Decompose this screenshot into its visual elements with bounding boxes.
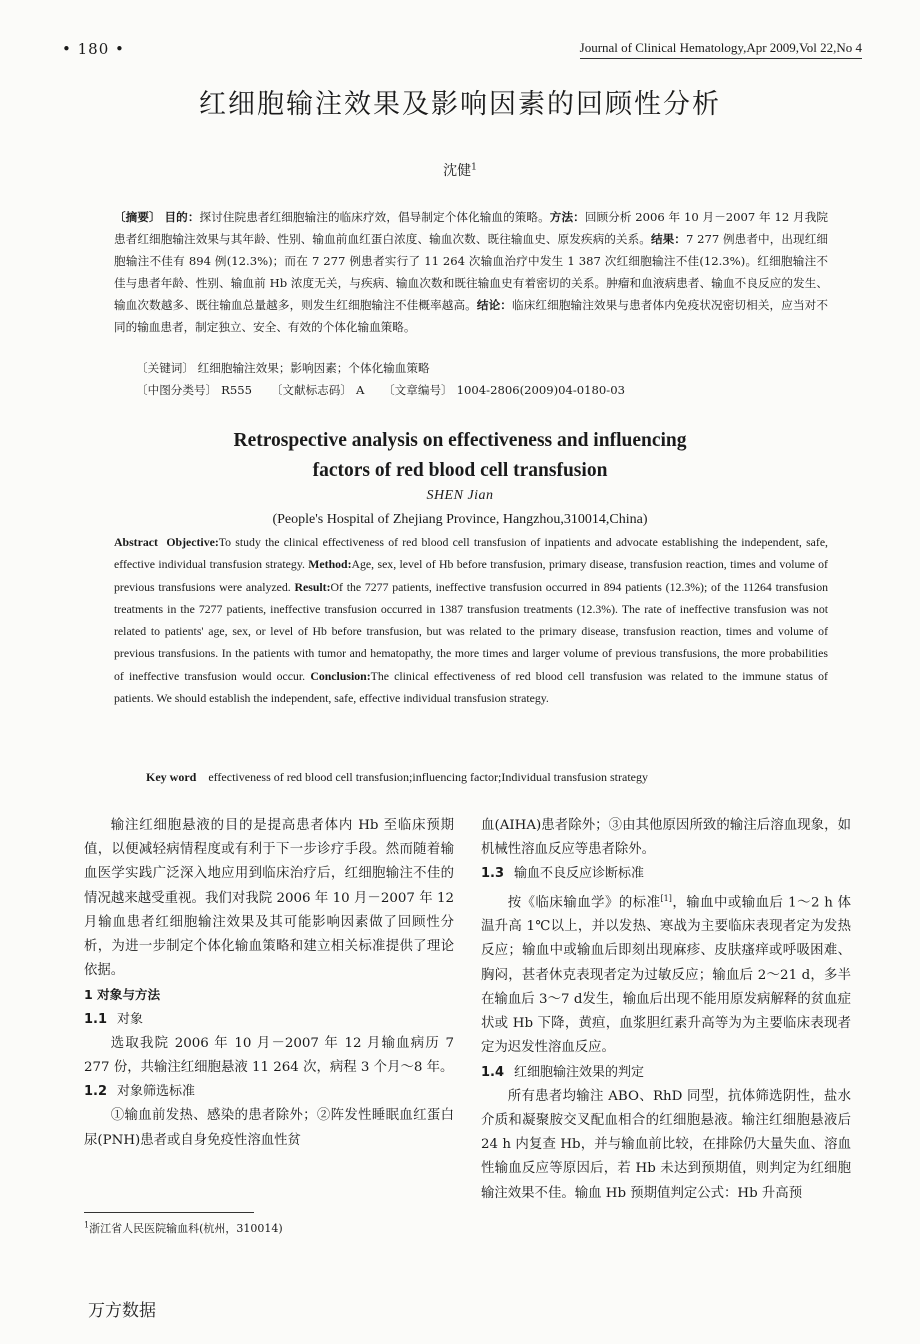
section-1-3-text-a: 按《临床输血学》的标准 [507, 895, 661, 911]
body-right-column [481, 814, 851, 1206]
conclusion-label-cn: 结论： [476, 298, 513, 312]
footnote [84, 1220, 283, 1236]
section-1-3-title: 输血不良反应诊断标准 [514, 866, 645, 882]
result-cn: 7 277 例患者中，出现红细胞输注不佳有 894 例(12.3%)；而在 7 277 例患者实行了 11 264 次输血治疗中发生 1 387 次红细胞输注不佳(12.3%)。红细胞输注不佳与患者年龄、性别、输血前 Hb 浓度无关，与疾病、输血次数和既往输血史有着密切的关系。肿瘤和血液病患者、输血不良反应的发生、输血次数越多、既往输血总量越多，则发生红细胞输注不佳概率越高。 [114, 232, 828, 312]
journal-header: Journal of Clinical Hematology,Apr 2009,Vol 22,No 4 [580, 40, 862, 59]
keywords-en-text: effectiveness of red blood cell transfusion;influencing factor;Individual transfusion strategy [208, 770, 648, 784]
objective-label-cn: 目的： [164, 210, 200, 224]
keywords-en-label: Key word [146, 770, 197, 784]
section-1-3-text [481, 887, 851, 1061]
result-en: Of the 7277 patients, ineffective transfusion occurred in 894 patients (12.3%); of the 11264 transfusion treatments in the 7277 patients, ineffective transfusion occurred in 1387 transfusion treatments (12.3%). The rate of ineffective transfusion was not related to patients' age, sex, or level of Hb before transfusion, but was related to the primary disease, transfusion reaction, times and volume of previous transfusions. In the patients with tumor and hematopathy, the more times and larger volume of previous transfusions, the more probabilities of ineffective transfusion would occur. [114, 579, 828, 683]
objective-cn: 探讨住院患者红细胞输注的临床疗效，倡导制定个体化输血的策略。 [199, 210, 550, 224]
section-1-1-number: 1.1 [84, 1011, 108, 1027]
clc-code: R555 [221, 383, 253, 397]
conclusion-en: The clinical effectiveness of red blood cell transfusion was related to the immune status of patients. We should establish the independent, safe, effective individual transfusion strategy. [114, 668, 828, 706]
title-en-line2: factors of red blood cell transfusion [312, 460, 608, 481]
author-english: SHEN Jian [426, 488, 494, 503]
section-1-2-continued: 血(AIHA)患者除外；③由其他原因所致的输注后溶血现象，如机械性溶血反应等患者除外。 [481, 818, 851, 858]
keywords-english [146, 770, 828, 785]
article-number: 1004-2806(2009)04-0180-03 [456, 383, 625, 397]
section-1-4-heading [481, 1061, 851, 1085]
body-left-column [84, 814, 454, 1153]
section-1-2-heading [84, 1080, 454, 1104]
method-cn: 回顾分析 2006 年 10 月－2007 年 12 月我院患者红细胞输注效果与其年龄、性别、输血前血红蛋白浓度、输血次数、既往输血史、原发疾病的关系。 [114, 210, 828, 246]
page-number: • 180 • [62, 40, 125, 58]
section-1-2-number: 1.2 [84, 1084, 108, 1100]
classification-line [136, 382, 828, 398]
abstract-english [114, 531, 828, 709]
keywords-cn-label: 〔关键词〕 [136, 361, 194, 375]
section-1-1-text: 选取我院 2006 年 10 月－2007 年 12 月输血病历 7 277 份，共输注红细胞悬液 11 264 次，病程 3 个月～8 年。 [84, 1035, 454, 1076]
section-1-4-title: 红细胞输注效果的判定 [514, 1064, 645, 1080]
objective-label-en: Objective: [166, 535, 219, 549]
result-label-cn: 结果： [650, 232, 686, 246]
section-1-3-number: 1.3 [481, 866, 505, 882]
section-1-3-heading [481, 862, 851, 886]
abstract-chinese [114, 206, 828, 338]
keywords-cn-text: 红细胞输注效果；影响因素；个体化输血策略 [197, 361, 430, 375]
database-watermark: 万方数据 [88, 1301, 156, 1321]
method-en: Age, sex, level of Hb before transfusion, primary disease, transfusion reaction, times and volume of previous transfusions were analyzed. [114, 557, 828, 594]
method-label-en: Method: [308, 557, 352, 572]
footnote-text: 浙江省人民医院输血科(杭州，310014) [89, 1222, 283, 1235]
abstract-cn-label: 〔摘要〕 [114, 210, 161, 224]
section-1-1-heading [84, 1008, 454, 1032]
citation-ref: [1] [660, 893, 672, 903]
doc-code: A [355, 383, 365, 397]
section-1-2-text: ①输血前发热、感染的患者除外；②阵发性睡眠血红蛋白尿(PNH)患者或自身免疫性溶血性贫 [84, 1108, 454, 1148]
section-1-1-title: 对象 [117, 1011, 144, 1027]
keywords-chinese [136, 360, 828, 376]
objective-en: To study the clinical effectiveness of red blood cell transfusion of inpatients and advocate establishing the independent, safe, effective individual transfusion strategy. [114, 535, 829, 572]
abstract-en-label: Abstract [114, 535, 158, 549]
footnote-mark: 1 [84, 1220, 90, 1230]
section-1-4-text: 所有患者均输注 ABO、RhD 同型，抗体筛选阴性，盐水介质和凝聚胺交叉配血相合的红细胞悬液。输注红细胞悬液后 24 h 内复查 Hb，并与输血前比较，在排除仍大量失血、溶血性输血反应等原因后，若 Hb 未达到预期值，则判定为红细胞输注效果不佳。输血 Hb 预期值判定公式：Hb 升高预 [481, 1088, 851, 1201]
author-affil-mark: 1 [471, 162, 477, 173]
conclusion-cn: 临床红细胞输注效果与患者体内免疫状况密切相关，应当对不同的输血患者，制定独立、安全、有效的个体化输血策略。 [114, 298, 828, 334]
affiliation-english: (People's Hospital of Zhejiang Province, Hangzhou,310014,China) [272, 512, 648, 527]
intro-paragraph: 输注红细胞悬液的目的是提高患者体内 Hb 至临床预期值，以便减轻病情程度或有利于下一步诊疗手段。然而随着输血医学实践广泛深入地应用到临床治疗后，红细胞输注不佳的情况越来越受重视。我们对我院 2006 年 10 月－2007 年 12 月输血患者红细胞输注效果及其可能影响因素做了回顾性分析，为进一步制定个体化输血策略和建立相关标准提供了理论依据。 [84, 818, 454, 979]
title-en-line1: Retrospective analysis on effectiveness and influencing [233, 430, 687, 451]
author-name: 沈健 [443, 163, 472, 179]
title-chinese: 红细胞输注效果及影响因素的回顾性分析 [199, 89, 721, 120]
doc-label: 〔文献标志码〕 [270, 383, 352, 397]
author-chinese [0, 160, 920, 180]
section-1-3-text-b: ，输血中或输血后 1～2 h 体温升高 1℃以上，并以发热、寒战为主要临床表现者定为发热反应；输血中或输血后即刻出现麻疹、皮肤瘙痒或呼吸困难、胸闷，甚者休克表现者定为过敏反应；输血后 2～21 d，多半在输血后 3～7 d发生，输血后出现不能用原发病解释的贫血症状或 Hb 下降，黄疸，血浆胆红素升高等为为主要临床表现者定为迟发性溶血反应。 [481, 895, 852, 1056]
section-1-2-title: 对象筛选标准 [117, 1084, 196, 1100]
footnote-rule [84, 1212, 254, 1213]
method-label-cn: 方法： [549, 210, 585, 224]
section-1-heading: 1 对象与方法 [84, 987, 161, 1003]
result-label-en: Result: [294, 579, 331, 594]
section-1-4-number: 1.4 [481, 1064, 505, 1080]
article-label: 〔文章编号〕 [383, 383, 453, 397]
title-english [0, 426, 920, 486]
conclusion-label-en: Conclusion: [310, 668, 371, 683]
clc-label: 〔中图分类号〕 [136, 383, 218, 397]
